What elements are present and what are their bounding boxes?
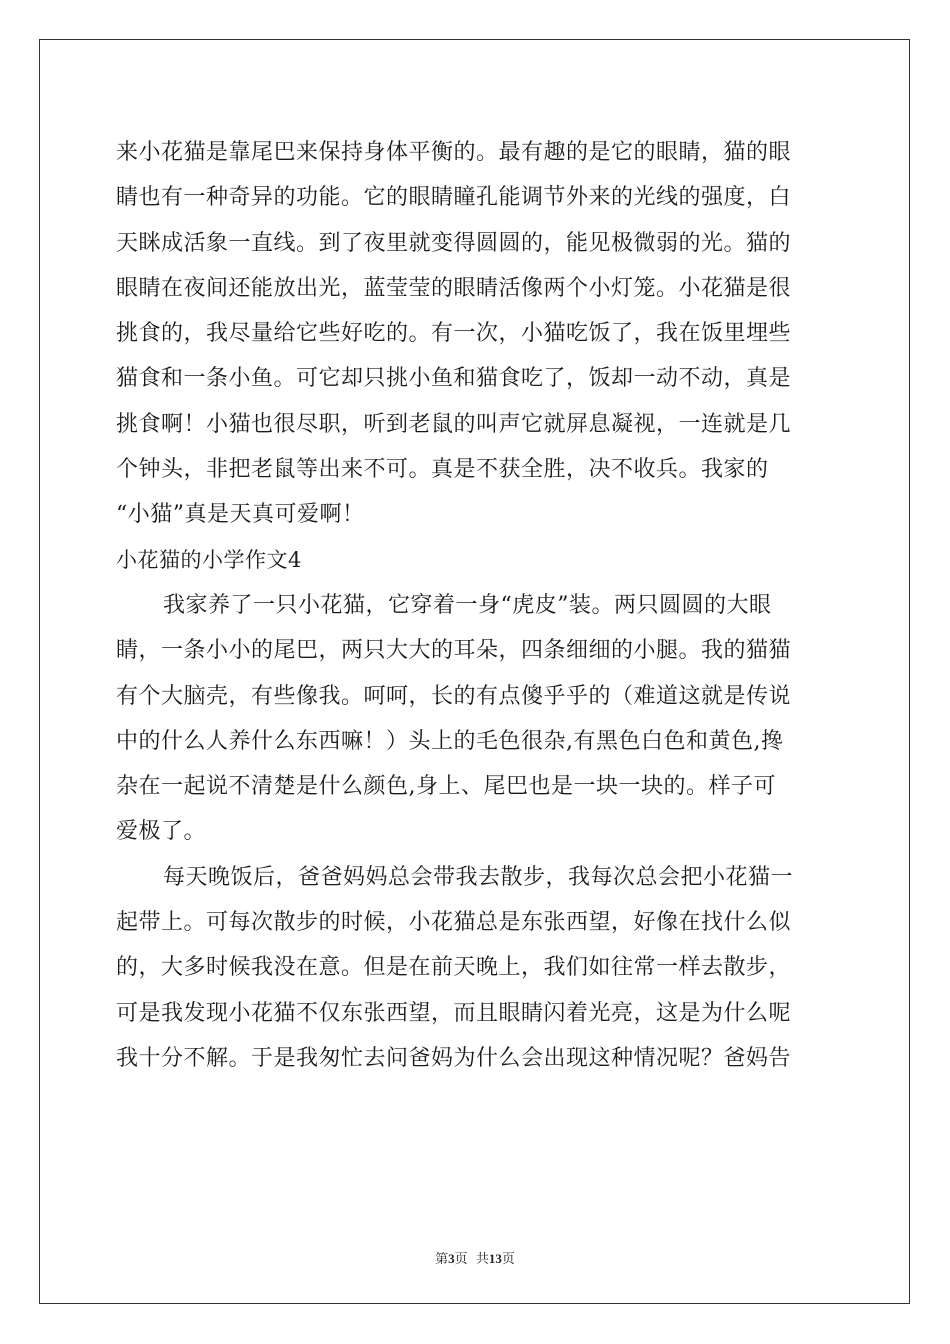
text-line: 爱极了。 — [116, 819, 207, 845]
document-body — [116, 130, 836, 1081]
text-line: 睛也有一种奇异的功能。它的眼睛瞳孔能调节外来的光线的强度，白 — [116, 185, 792, 211]
section-heading: 小花猫的小学作文4 — [116, 547, 302, 572]
footer-page-number: 3 — [448, 1251, 455, 1266]
text-line: 睛，一条小小的尾巴，两只大大的耳朵，四条细细的小腿。我的猫猫 — [116, 638, 792, 664]
text-line: 的，大多时候我没在意。但是在前天晚上，我们如往常一样去散步， — [116, 955, 792, 981]
text-line: 天眯成活象一直线。到了夜里就变得圆圆的，能见极微弱的光。猫的 — [116, 230, 792, 256]
text-line: 来小花猫是靠尾巴来保持身体平衡的。最有趣的是它的眼睛，猫的眼 — [116, 140, 792, 165]
text-line: 挑食的，我尽量给它些好吃的。有一次，小猫吃饭了，我在饭里埋些 — [116, 321, 792, 347]
page-footer — [0, 1248, 950, 1267]
footer-mid: 页 共 — [454, 1252, 489, 1267]
footer-prefix: 第 — [435, 1252, 449, 1267]
text-line: 我家养了一只小花猫，它穿着一身“虎皮”装。两只圆圆的大眼 — [163, 592, 772, 618]
text-line: 中的什么人养什么东西嘛！）头上的毛色很杂,有黑色白色和黄色,搀 — [116, 728, 784, 754]
footer-total-pages: 13 — [488, 1251, 502, 1266]
footer-suffix: 页 — [501, 1252, 515, 1267]
text-line: 有个大脑壳，有些像我。呵呵，长的有点傻乎乎的（难道这就是传说 — [116, 683, 792, 709]
text-line: 眼睛在夜间还能放出光，蓝莹莹的眼睛活像两个小灯笼。小花猫是很 — [116, 275, 792, 301]
text-line: 每天晚饭后，爸爸妈妈总会带我去散步，我每次总会把小花猫一 — [163, 864, 794, 890]
text-line: “小猫”真是天真可爱啊！ — [116, 502, 365, 528]
text-line: 挑食啊！小猫也很尽职，听到老鼠的叫声它就屏息凝视，一连就是几 — [116, 411, 792, 437]
text-line: 可是我发现小花猫不仅东张西望，而且眼睛闪着光亮，这是为什么呢 — [116, 1000, 792, 1026]
text-line: 个钟头，非把老鼠等出来不可。真是不获全胜，决不收兵。我家的 — [116, 457, 769, 483]
text-line: 我十分不解。于是我匆忙去问爸妈为什么会出现这种情况呢？爸妈告 — [116, 1045, 792, 1071]
text-line: 猫食和一条小鱼。可它却只挑小鱼和猫食吃了，饭却一动不动，真是 — [116, 366, 792, 392]
text-line: 杂在一起说不清楚是什么颜色,身上、尾巴也是一块一块的。样子可 — [116, 774, 776, 800]
text-line: 起带上。可每次散步的时候，小花猫总是东张西望，好像在找什么似 — [116, 910, 792, 936]
